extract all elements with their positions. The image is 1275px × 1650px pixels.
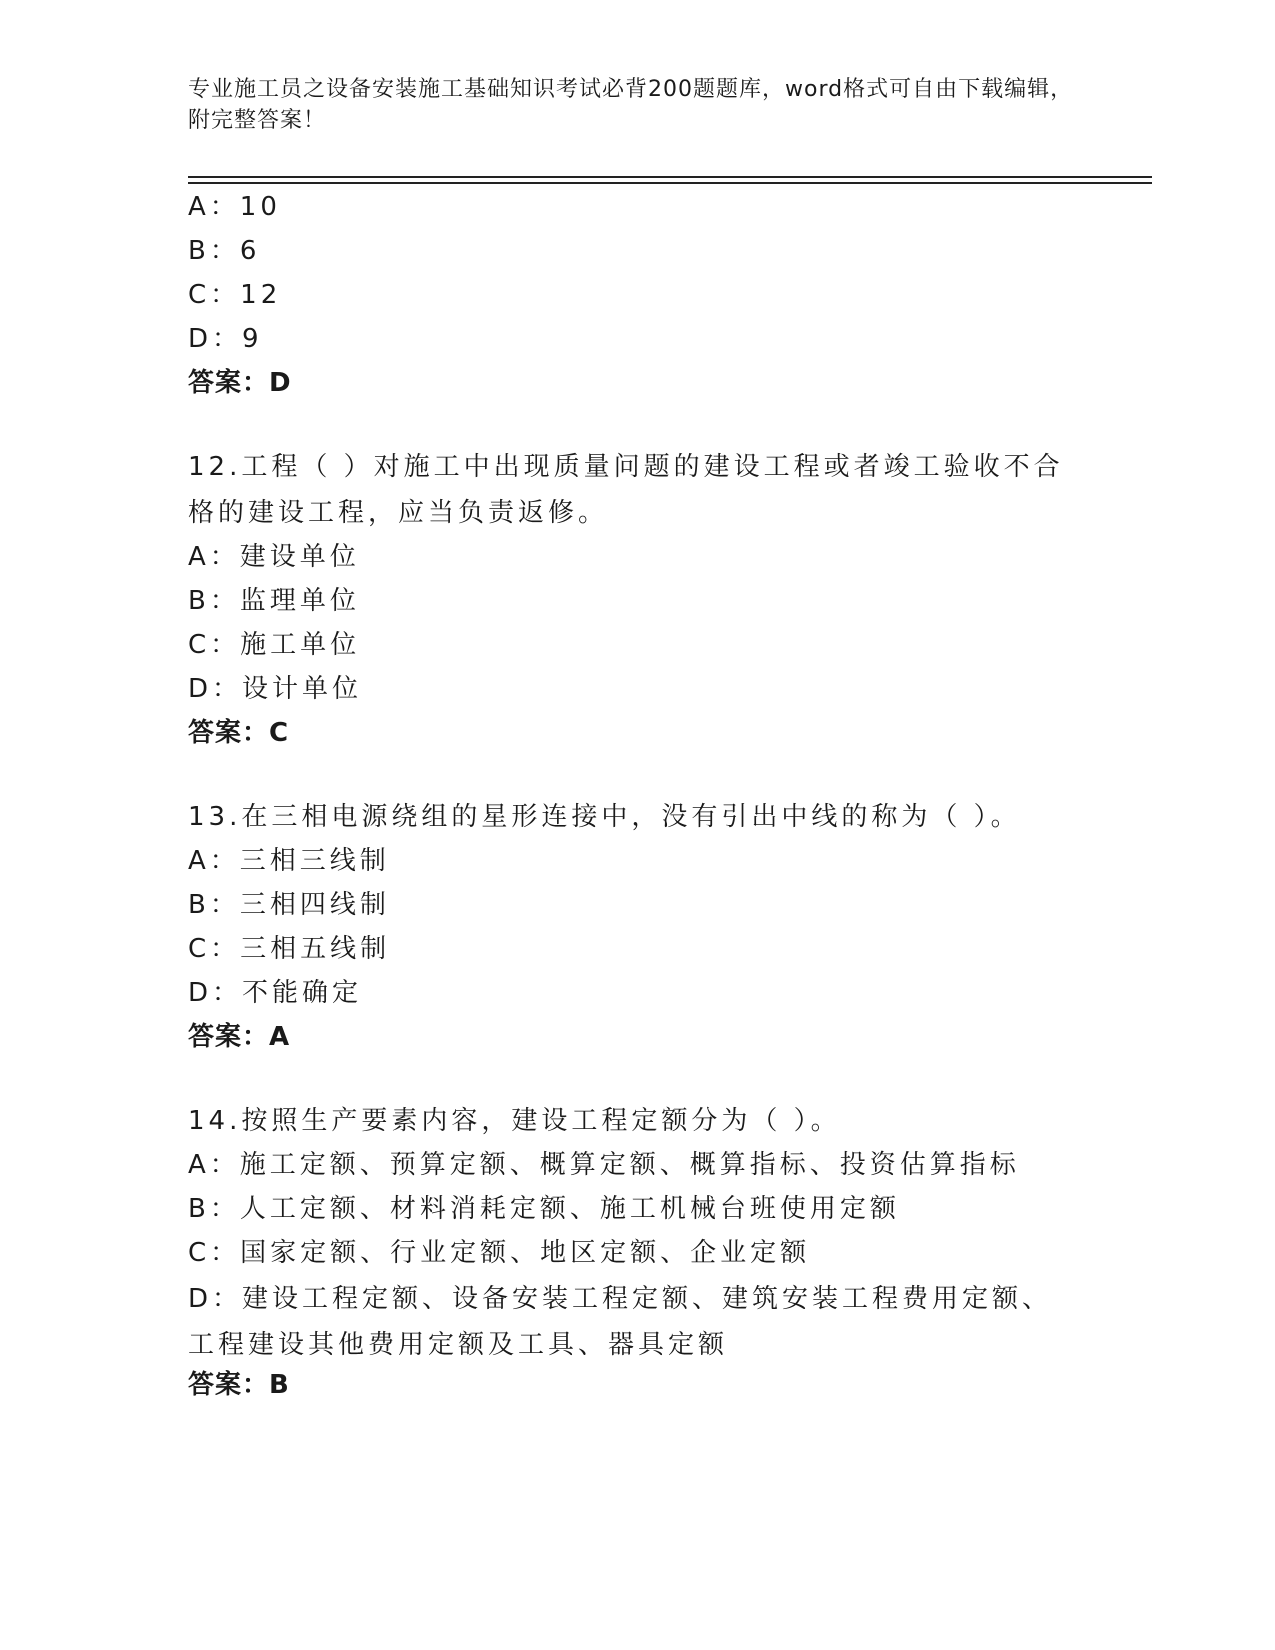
- answer-label: 答案：B: [188, 1370, 290, 1400]
- answer-label: 答案：A: [188, 1022, 291, 1052]
- document-header-title: 专业施工员之设备安装施工基础知识考试必背200题题库，word格式可自由下载编辑，附完整答案！: [188, 77, 1074, 133]
- option-c: C：12: [188, 280, 282, 310]
- question-stem: 14.按照生产要素内容，建设工程定额分为（ ）。: [188, 1106, 841, 1136]
- option-d: D：设计单位: [188, 674, 363, 704]
- option-b: B：6: [188, 236, 261, 266]
- option-b: B：监理单位: [188, 586, 360, 616]
- answer-label: 答案：D: [188, 368, 292, 398]
- answer-label: 答案：C: [188, 718, 290, 748]
- header-divider-top: [188, 176, 1152, 178]
- option-d: D：9: [188, 324, 263, 354]
- option-a: A：三相三线制: [188, 846, 390, 876]
- option-c: C：施工单位: [188, 630, 361, 660]
- option-c: C：三相五线制: [188, 934, 391, 964]
- header-divider-bottom: [188, 182, 1152, 184]
- option-a: A：10: [188, 192, 281, 222]
- option-b: B：人工定额、材料消耗定额、施工机械台班使用定额: [188, 1194, 900, 1224]
- option-a: A：建设单位: [188, 542, 360, 572]
- option-b: B：三相四线制: [188, 890, 390, 920]
- option-d: D：不能确定: [188, 978, 363, 1008]
- option-d: D：建设工程定额、设备安装工程定额、建筑安装工程费用定额、工程建设其他费用定额及工具、器具定额: [188, 1284, 1053, 1360]
- option-a: A：施工定额、预算定额、概算定额、概算指标、投资估算指标: [188, 1150, 1020, 1180]
- question-stem: 13.在三相电源绕组的星形连接中，没有引出中线的称为（ ）。: [188, 802, 1021, 832]
- option-c: C：国家定额、行业定额、地区定额、企业定额: [188, 1238, 811, 1268]
- question-stem: 12.工程（ ）对施工中出现质量问题的建设工程或者竣工验收不合格的建设工程，应当负责返修。: [188, 452, 1064, 528]
